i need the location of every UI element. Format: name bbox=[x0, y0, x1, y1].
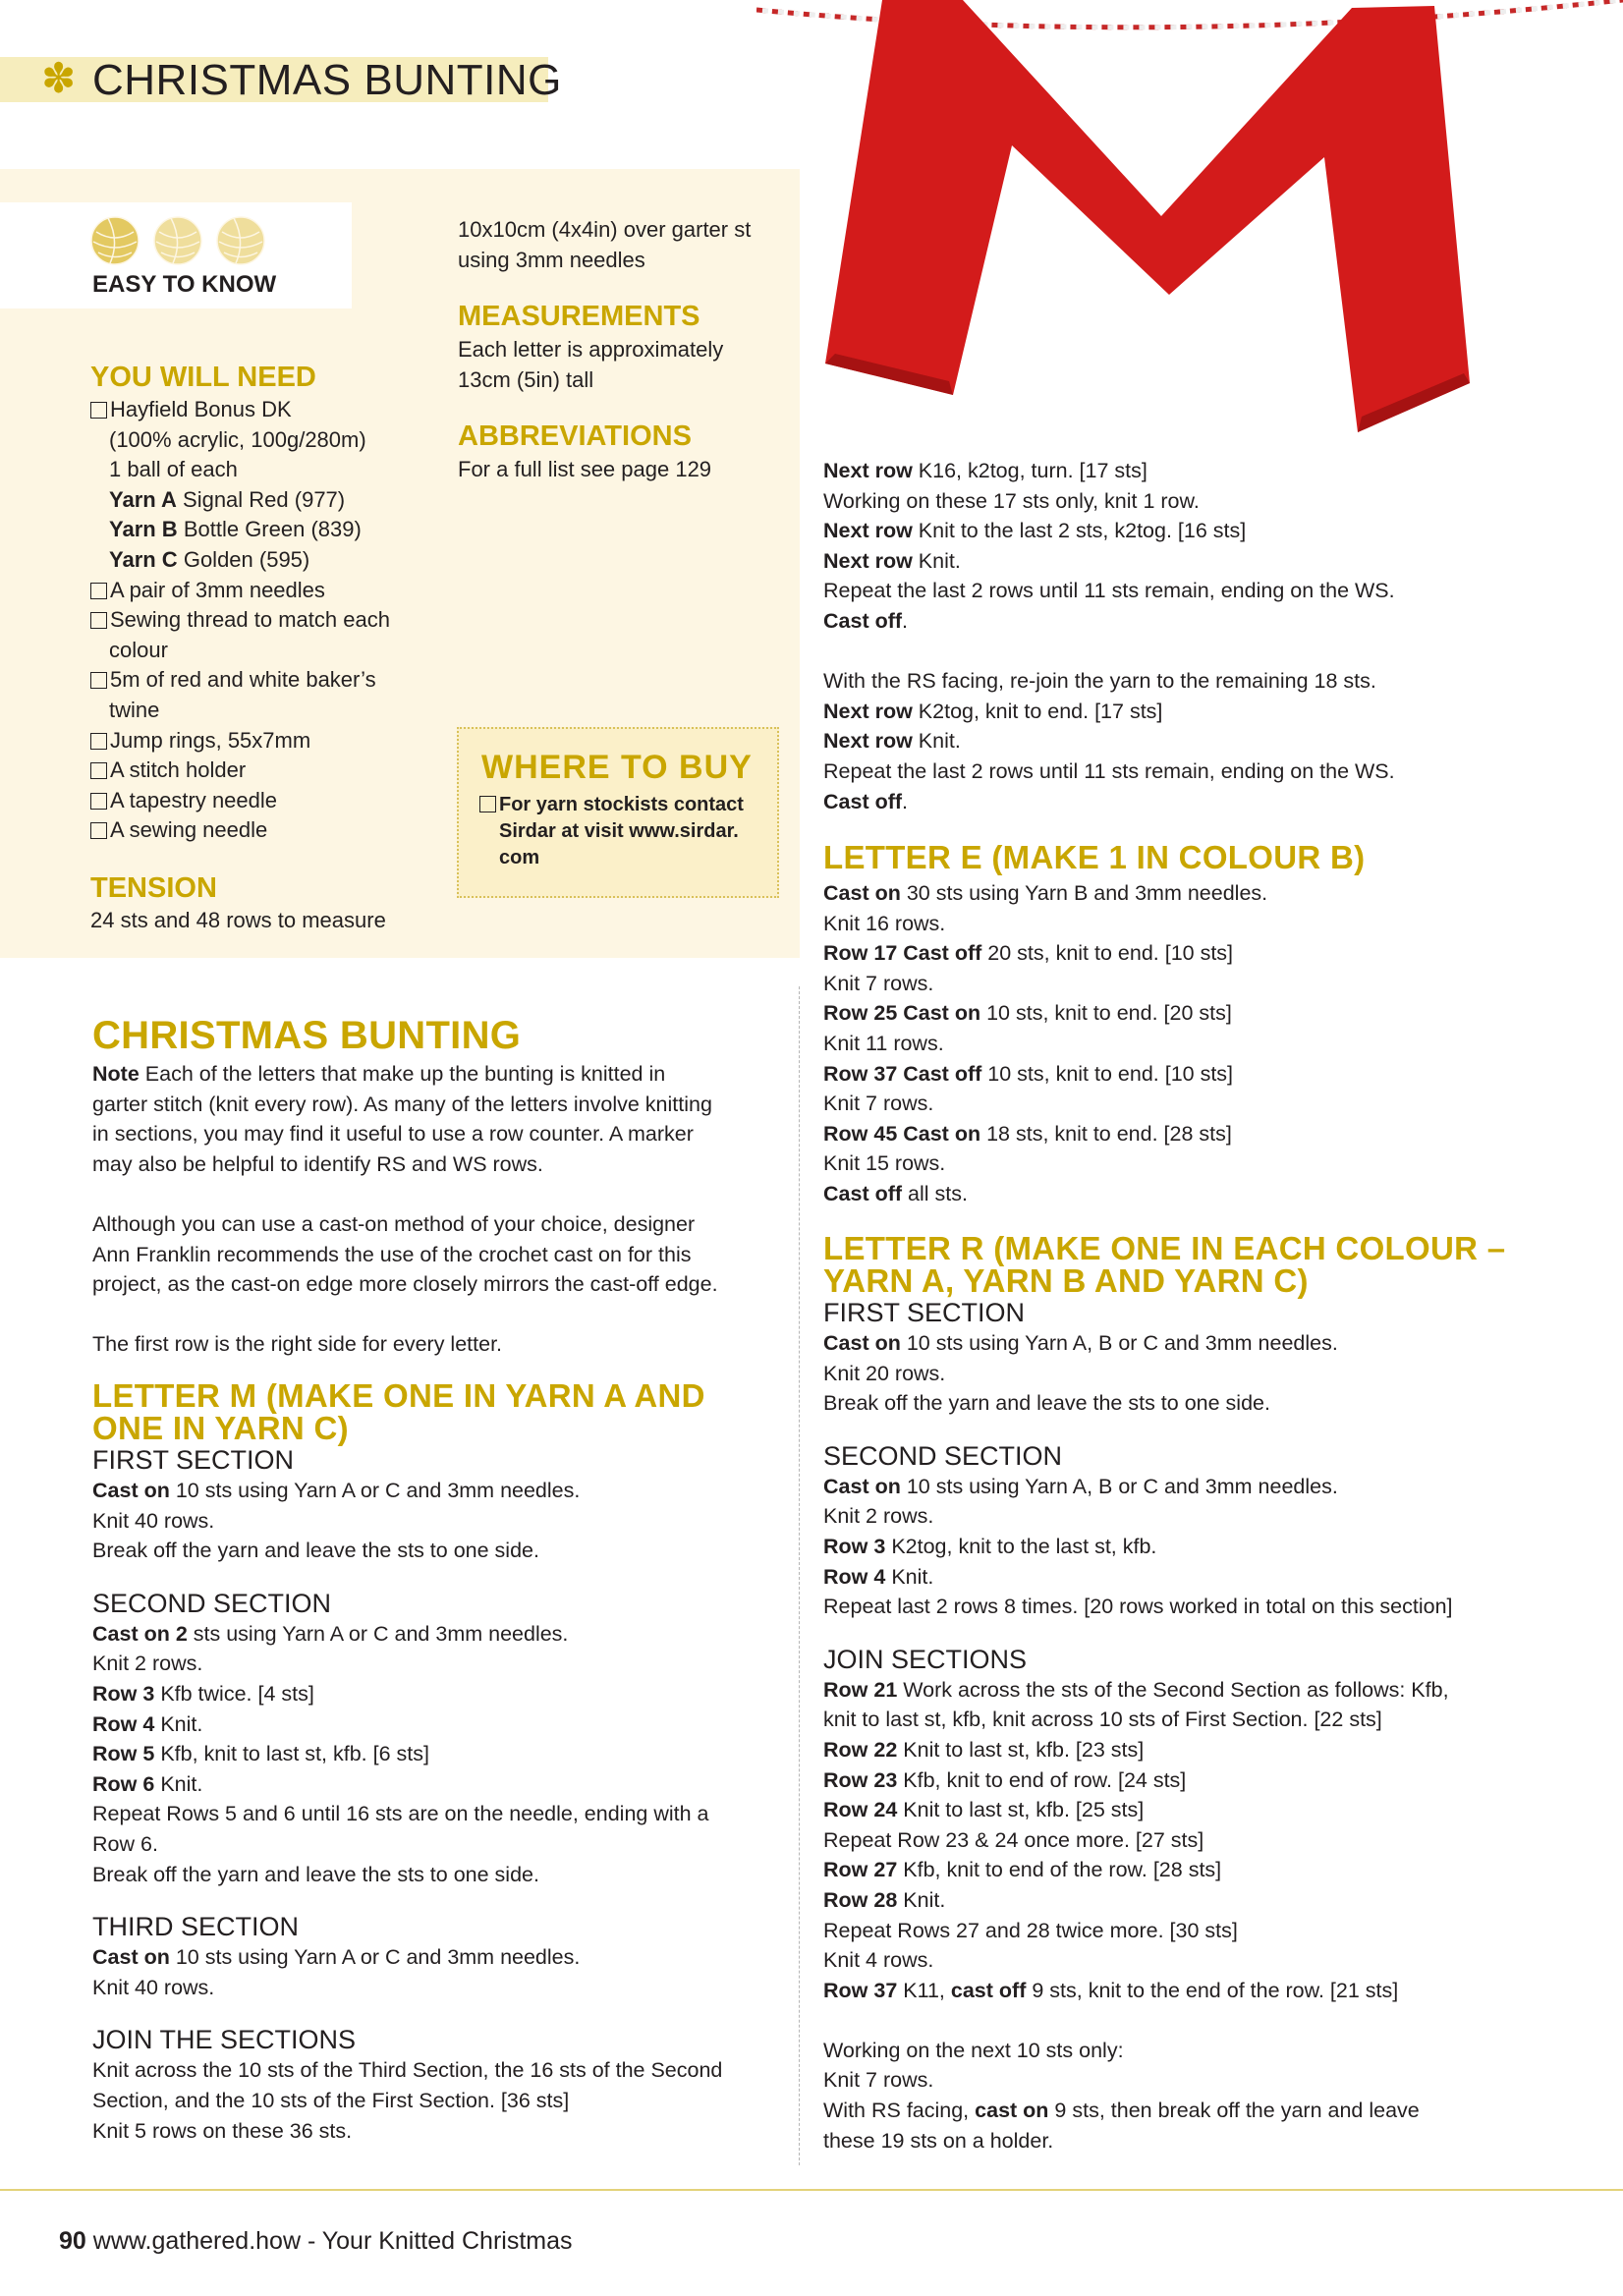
text-span: 9 sts, then break off the yarn and leave bbox=[1054, 2099, 1420, 2123]
text-span: 10 sts using Yarn A, B or C and 3mm needles. bbox=[906, 1474, 1338, 1498]
text-line bbox=[823, 456, 1395, 486]
text-line bbox=[823, 998, 1365, 1029]
subsection-heading: THIRD SECTION bbox=[92, 1912, 300, 1942]
text-line: Knit 2 rows. bbox=[92, 1652, 203, 1676]
checkbox-icon bbox=[90, 822, 107, 839]
text-line bbox=[823, 1059, 1365, 1090]
text-line: project, as the cast-on edge more closely mirrors the cast-off edge. bbox=[92, 1272, 718, 1297]
subsection-heading: FIRST SECTION bbox=[823, 1298, 1026, 1327]
subsection-heading: SECOND SECTION bbox=[92, 1588, 332, 1618]
text-line: in sections, you may find it useful to use a row counter. A marker bbox=[92, 1122, 694, 1147]
text-line: Working on the next 10 sts only: bbox=[823, 2038, 1124, 2062]
text-line bbox=[823, 2096, 1505, 2126]
text-span: all sts. bbox=[908, 1181, 968, 1205]
section-heading: ONE IN YARN C) bbox=[92, 1410, 349, 1446]
text-line: With the RS facing, re-join the yarn to the remaining 18 sts. bbox=[823, 669, 1376, 694]
text-span: Jump rings, 55x7mm bbox=[110, 727, 311, 753]
text-span: Cast on bbox=[92, 1479, 170, 1502]
text-span: Row 4 bbox=[823, 1564, 886, 1589]
letter-e-section bbox=[823, 841, 1365, 1209]
tension-line: 10x10cm (4x4in) over garter st bbox=[458, 217, 752, 242]
text-block bbox=[90, 605, 390, 636]
text-span: cast off bbox=[950, 1978, 1027, 2002]
text-span: K16, k2tog, turn. [17 sts] bbox=[918, 459, 1147, 482]
abbreviations-line: For a full list see page 129 bbox=[458, 457, 712, 481]
text-span: Cast on bbox=[823, 1474, 901, 1498]
text-line: Knit 11 rows. bbox=[823, 1031, 944, 1055]
text-line: Knit 7 rows. bbox=[823, 1092, 934, 1116]
text-line: Knit 40 rows. bbox=[92, 1508, 215, 1533]
text-block bbox=[90, 515, 390, 545]
text-span: Kfb, knit to end of row. [24 sts] bbox=[903, 1767, 1187, 1792]
checkbox-icon bbox=[90, 583, 107, 599]
text-span: Row 22 bbox=[823, 1737, 898, 1762]
text-line bbox=[823, 1795, 1505, 1825]
difficulty-label: EASY TO KNOW bbox=[92, 271, 277, 298]
measurements-heading: MEASUREMENTS bbox=[458, 301, 700, 332]
where-to-buy-heading: WHERE TO BUY bbox=[481, 749, 753, 786]
text-span: 9 sts, knit to the end of the row. [21 sts] bbox=[1032, 1978, 1399, 2002]
text-block bbox=[90, 395, 390, 425]
text-span: Row 24 bbox=[823, 1798, 898, 1822]
text-span: Cast on 2 bbox=[92, 1621, 188, 1646]
text-block bbox=[823, 1419, 1505, 1440]
text-span: Note bbox=[92, 1062, 140, 1086]
text-block bbox=[92, 2002, 722, 2024]
text-line bbox=[823, 1765, 1505, 1796]
text-line bbox=[92, 1679, 722, 1709]
text-block: (100% acrylic, 100g/280m) bbox=[109, 426, 366, 452]
text-span: Row 25 Cast on bbox=[823, 1001, 981, 1026]
text-line bbox=[823, 1472, 1505, 1502]
text-span: Row 27 bbox=[823, 1858, 898, 1882]
text-line: Knit 15 rows. bbox=[823, 1151, 946, 1176]
text-line: Break off the yarn and leave the sts to one side. bbox=[92, 1862, 539, 1886]
text-line bbox=[823, 1532, 1505, 1562]
text-line bbox=[823, 516, 1395, 546]
intro-section bbox=[92, 1016, 718, 1360]
text-span: Row 37 bbox=[823, 1978, 898, 2002]
text-line: Repeat the last 2 rows until 11 sts remain, ending on the WS. bbox=[823, 758, 1395, 783]
text-span: Bottle Green (839) bbox=[183, 517, 362, 542]
text-span: Next row bbox=[823, 729, 913, 754]
text-span: Next row bbox=[823, 519, 913, 543]
text-block bbox=[90, 485, 390, 516]
letter-m-section bbox=[92, 1379, 722, 2146]
bunting-letter-m-image bbox=[756, 0, 1623, 442]
text-span: Knit to last st, kfb. [25 sts] bbox=[903, 1798, 1145, 1822]
text-line: Repeat Row 23 & 24 once more. [27 sts] bbox=[823, 1827, 1204, 1852]
text-span: Row 45 Cast on bbox=[823, 1121, 981, 1146]
text-block bbox=[90, 726, 390, 756]
text-line bbox=[92, 1619, 722, 1650]
checkbox-icon bbox=[90, 672, 107, 689]
subsection-heading: SECOND SECTION bbox=[823, 1440, 1063, 1471]
text-line: Knit 7 rows. bbox=[823, 971, 934, 995]
text-block: twine bbox=[109, 697, 160, 722]
text-line bbox=[823, 787, 1395, 817]
text-block bbox=[90, 665, 390, 696]
text-line: Repeat Rows 27 and 28 twice more. [30 sts] bbox=[823, 1918, 1238, 1942]
text-line bbox=[823, 1976, 1505, 2006]
text-span: Cast off bbox=[823, 789, 903, 813]
text-line bbox=[823, 878, 1365, 909]
text-span: Hayfield Bonus DK bbox=[110, 397, 292, 421]
measurements-line: Each letter is approximately bbox=[458, 337, 724, 362]
text-span: 10 sts, knit to end. [20 sts] bbox=[986, 1001, 1232, 1026]
text-span: Yarn B bbox=[109, 517, 178, 542]
text-line bbox=[92, 1739, 722, 1769]
text-line: Break off the yarn and leave the sts to one side. bbox=[823, 1391, 1270, 1416]
checkbox-icon bbox=[90, 402, 107, 419]
text-span: Knit to last st, kfb. [23 sts] bbox=[903, 1737, 1145, 1762]
footer-rule bbox=[0, 2189, 1623, 2191]
text-block bbox=[90, 576, 390, 606]
text-span: Row 21 bbox=[823, 1677, 898, 1702]
text-span: sts using Yarn A or C and 3mm needles. bbox=[193, 1621, 569, 1646]
text-span: Row 5 bbox=[92, 1742, 155, 1766]
text-line: Row 6. bbox=[92, 1831, 158, 1856]
text-line bbox=[92, 1769, 722, 1800]
text-span: Cast off bbox=[823, 608, 903, 633]
materials-list bbox=[90, 395, 390, 846]
text-span: 5m of red and white baker’s bbox=[110, 667, 376, 693]
section-heading: YARN A, YARN B AND YARN C) bbox=[823, 1262, 1309, 1299]
text-span: Knit. bbox=[918, 548, 961, 573]
text-span: Next row bbox=[823, 459, 913, 482]
text-span: A stitch holder bbox=[110, 757, 247, 783]
text-span: 10 sts, knit to end. [10 sts] bbox=[987, 1061, 1234, 1086]
text-line: Knit across the 10 sts of the Third Section, the 16 sts of the Second bbox=[92, 2058, 723, 2083]
text-line bbox=[823, 1179, 1365, 1209]
letter-m-shape bbox=[825, 0, 1470, 432]
text-line bbox=[92, 1942, 722, 1973]
text-block: 1 ball of each bbox=[109, 457, 238, 482]
text-span: Knit. bbox=[918, 729, 961, 754]
abbreviations-heading: ABBREVIATIONS bbox=[458, 420, 692, 452]
text-span: Cast off bbox=[823, 1181, 903, 1205]
text-span: Row 3 bbox=[823, 1534, 886, 1558]
text-line: Section, and the 10 sts of the First Section. [36 sts] bbox=[92, 2088, 570, 2112]
text-span: Each of the letters that make up the bunting is knitted in bbox=[144, 1062, 666, 1086]
text-span: 10 sts using Yarn A or C and 3mm needles. bbox=[175, 1945, 581, 1970]
text-span: With RS facing, bbox=[823, 2099, 970, 2123]
text-span: K2tog, knit to the last st, kfb. bbox=[891, 1534, 1157, 1558]
text-block bbox=[90, 815, 390, 846]
tension-line: using 3mm needles bbox=[458, 248, 645, 272]
text-span: A sewing needle bbox=[110, 817, 268, 843]
text-line: Break off the yarn and leave the sts to one side. bbox=[92, 1539, 539, 1563]
text-line bbox=[92, 1059, 718, 1090]
text-line: Ann Franklin recommends the use of the crochet cast on for this bbox=[92, 1242, 692, 1266]
text-span: Knit. bbox=[160, 1711, 203, 1736]
footer-text: www.gathered.how - Your Knitted Christmas bbox=[92, 2227, 573, 2255]
text-span: . bbox=[902, 608, 909, 633]
text-span: Cast on bbox=[823, 1331, 901, 1355]
text-span: Kfb, knit to end of the row. [28 sts] bbox=[903, 1858, 1222, 1882]
text-span: Row 6 bbox=[92, 1771, 155, 1796]
text-block bbox=[90, 756, 390, 786]
text-line: Knit 5 rows on these 36 sts. bbox=[92, 2118, 353, 2143]
text-span: 10 sts using Yarn A or C and 3mm needles. bbox=[175, 1479, 581, 1502]
measurements-line: 13cm (5in) tall bbox=[458, 367, 594, 392]
text-line bbox=[823, 938, 1365, 969]
text-line: these 19 sts on a holder. bbox=[823, 2128, 1054, 2153]
you-will-need-heading: YOU WILL NEED bbox=[90, 362, 316, 393]
text-span: Cast on bbox=[823, 881, 901, 905]
text-span: A pair of 3mm needles bbox=[110, 577, 325, 602]
subsection-heading: JOIN SECTIONS bbox=[823, 1644, 1028, 1674]
text-line: may also be helpful to identify RS and WS rows. bbox=[92, 1151, 543, 1176]
text-line: knit to last st, kfb, knit across 10 sts of First Section. [22 sts] bbox=[823, 1708, 1382, 1732]
tension-line: 24 sts and 48 rows to measure bbox=[90, 908, 386, 932]
yarn-ball-icon bbox=[90, 216, 307, 265]
text-line bbox=[823, 1675, 1505, 1706]
text-span: Next row bbox=[823, 699, 913, 723]
text-span: A tapestry needle bbox=[110, 787, 278, 812]
text-span: Kfb, knit to last st, kfb. [6 sts] bbox=[160, 1742, 429, 1766]
checkbox-icon bbox=[479, 796, 496, 812]
text-line bbox=[823, 726, 1395, 756]
letter-m-continued bbox=[823, 456, 1395, 816]
text-line: Repeat last 2 rows 8 times. [20 rows worked in total on this section] bbox=[823, 1595, 1453, 1619]
text-line bbox=[823, 697, 1395, 727]
text-block: colour bbox=[109, 637, 168, 662]
text-span: Kfb twice. [4 sts] bbox=[160, 1681, 314, 1706]
text-line bbox=[823, 1885, 1505, 1916]
text-span: K2tog, knit to end. [17 sts] bbox=[918, 699, 1163, 723]
checkbox-icon bbox=[90, 793, 107, 810]
text-line bbox=[823, 1328, 1505, 1359]
text-span: Yarn C bbox=[109, 546, 178, 572]
text-span: Row 23 bbox=[823, 1767, 898, 1792]
where-to-buy-line bbox=[479, 792, 744, 818]
text-line: The first row is the right side for every letter. bbox=[92, 1332, 503, 1357]
text-span: Knit to the last 2 sts, k2tog. [16 sts] bbox=[918, 519, 1247, 543]
tension-heading: TENSION bbox=[90, 872, 217, 904]
text-block bbox=[92, 1889, 722, 1911]
text-span: Yarn A bbox=[109, 486, 177, 512]
text-line bbox=[92, 1476, 722, 1506]
text-line bbox=[823, 637, 1395, 667]
text-span: 20 sts, knit to end. [10 sts] bbox=[987, 941, 1234, 966]
section-heading: LETTER M (MAKE ONE IN YARN A AND bbox=[92, 1377, 705, 1414]
text-line bbox=[823, 2005, 1505, 2036]
subsection-heading: FIRST SECTION bbox=[92, 1445, 295, 1475]
text-line bbox=[823, 1735, 1505, 1765]
page-number: 90 bbox=[59, 2227, 86, 2255]
text-block bbox=[92, 1566, 722, 1588]
text-span: Row 28 bbox=[823, 1887, 898, 1912]
text-line: Working on these 17 sts only, knit 1 row. bbox=[823, 488, 1200, 513]
text-line: Although you can use a cast-on method of your choice, designer bbox=[92, 1211, 696, 1236]
text-span: 18 sts, knit to end. [28 sts] bbox=[986, 1121, 1232, 1146]
checkbox-icon bbox=[90, 733, 107, 750]
text-span: For yarn stockists contact bbox=[499, 794, 744, 815]
text-line: Repeat the last 2 rows until 11 sts remain, ending on the WS. bbox=[823, 579, 1395, 603]
text-line bbox=[823, 1119, 1365, 1149]
text-span: Next row bbox=[823, 548, 913, 573]
text-line: Knit 16 rows. bbox=[823, 911, 946, 935]
text-span: Signal Red (977) bbox=[183, 486, 346, 512]
text-line: Knit 40 rows. bbox=[92, 1975, 215, 1999]
checkbox-icon bbox=[90, 762, 107, 779]
text-span: Golden (595) bbox=[183, 546, 310, 572]
text-span: Row 3 bbox=[92, 1681, 155, 1706]
column-divider bbox=[799, 986, 800, 2165]
text-line bbox=[823, 1855, 1505, 1885]
text-span: Cast on bbox=[92, 1945, 170, 1970]
section-heading: CHRISTMAS BUNTING bbox=[92, 1014, 522, 1057]
text-span: Row 17 Cast off bbox=[823, 941, 982, 966]
text-block bbox=[90, 545, 390, 576]
checkbox-icon bbox=[90, 612, 107, 629]
text-span: 10 sts using Yarn A, B or C and 3mm needles. bbox=[906, 1331, 1338, 1355]
text-line bbox=[823, 546, 1395, 577]
section-heading: LETTER R (MAKE ONE IN EACH COLOUR – bbox=[823, 1230, 1506, 1266]
text-span: Sewing thread to match each bbox=[110, 607, 390, 633]
text-span: Work across the sts of the Second Section as follows: Kfb, bbox=[903, 1677, 1449, 1702]
text-block bbox=[90, 786, 390, 816]
text-line: Knit 20 rows. bbox=[823, 1361, 946, 1385]
footer bbox=[59, 2226, 573, 2256]
text-span: Row 4 bbox=[92, 1711, 155, 1736]
text-span: Knit. bbox=[891, 1564, 934, 1589]
section-heading: LETTER E (MAKE 1 IN COLOUR B) bbox=[823, 839, 1366, 875]
text-span: . bbox=[902, 789, 909, 813]
text-span: Knit. bbox=[903, 1887, 946, 1912]
text-line bbox=[92, 1179, 718, 1209]
where-to-buy-line: com bbox=[499, 847, 540, 868]
text-block bbox=[823, 1622, 1505, 1644]
yarn-ball-icon bbox=[91, 217, 264, 264]
text-line: Repeat Rows 5 and 6 until 16 sts are on the needle, ending with a bbox=[92, 1802, 709, 1826]
text-line: Knit 7 rows. bbox=[823, 2068, 934, 2093]
page-title: CHRISTMAS BUNTING bbox=[92, 56, 562, 104]
text-line: Knit 2 rows. bbox=[823, 1504, 934, 1529]
where-to-buy-line: Sirdar at visit www.sirdar. bbox=[499, 820, 739, 842]
text-line bbox=[823, 606, 1395, 637]
text-line: Knit 4 rows. bbox=[823, 1948, 934, 1973]
text-span: K11, bbox=[903, 1978, 945, 2002]
text-line bbox=[92, 1709, 722, 1740]
text-span: cast on bbox=[975, 2099, 1049, 2123]
text-span: 30 sts using Yarn B and 3mm needles. bbox=[906, 881, 1268, 905]
text-line bbox=[823, 1562, 1505, 1593]
text-line bbox=[92, 1300, 718, 1330]
text-span: Row 37 Cast off bbox=[823, 1061, 982, 1086]
text-span: Knit. bbox=[160, 1771, 203, 1796]
text-line: garter stitch (knit every row). As many of the letters involve knitting bbox=[92, 1092, 712, 1116]
letter-r-section bbox=[823, 1232, 1505, 2156]
star-icon: ✽ bbox=[41, 54, 77, 102]
subsection-heading: JOIN THE SECTIONS bbox=[92, 2025, 357, 2055]
